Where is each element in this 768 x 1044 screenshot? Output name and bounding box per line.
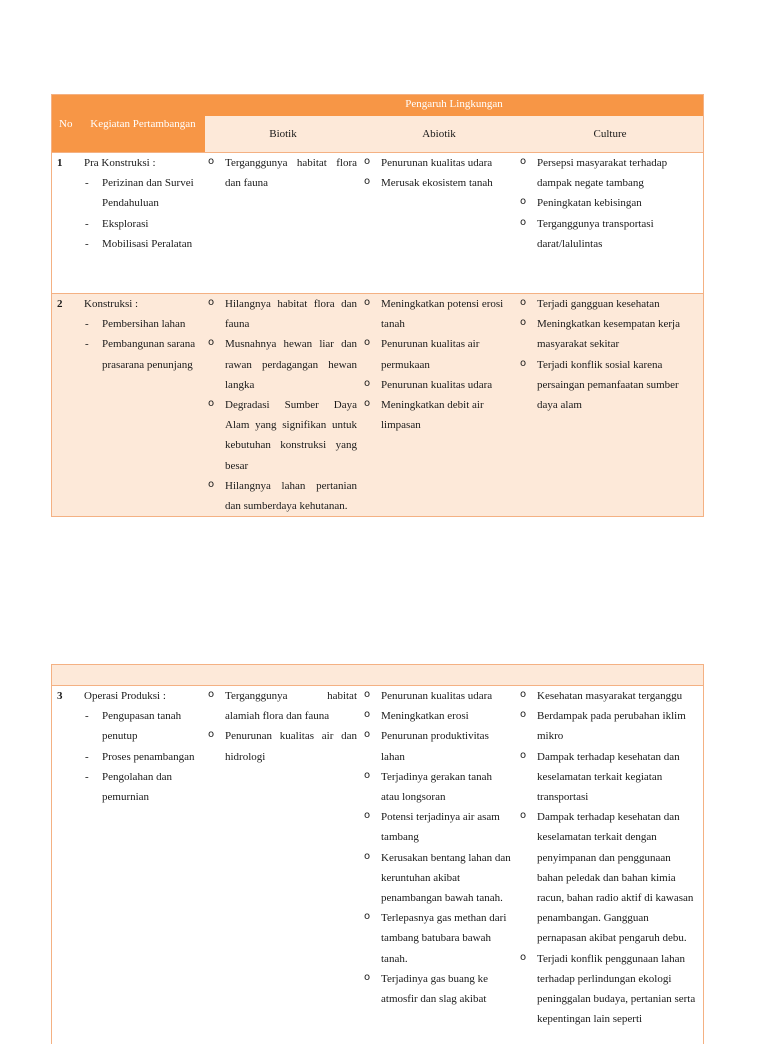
abiotik-item: o Kerusakan bentang lahan dan keruntuhan akibat penambangan bawah tanah. [361, 848, 513, 909]
table-row [52, 293, 703, 516]
biotik-item: o Penurunan kualitas air dan hidrologi [205, 726, 357, 766]
kegiatan-cell [81, 153, 205, 293]
abiotik-item: o Merusak ekosistem tanah [361, 173, 513, 193]
biotik-item: o Degradasi Sumber Daya Alam yang signifikan untuk kebutuhan konstruksi yang besar [205, 395, 357, 476]
culture-cell [517, 686, 703, 1029]
abiotik-item: o Terlepasnya gas methan dari tambang batubara bawah tanah. [361, 908, 513, 969]
culture-item: o Peningkatan kebisingan [517, 193, 699, 213]
kegiatan-cell [81, 294, 205, 516]
header-sub [205, 116, 703, 152]
biotik-cell [205, 686, 361, 1029]
culture-item: o Persepsi masyarakat terhadap dampak negate tambang [517, 153, 699, 193]
culture-item: o Terjadi konflik penggunaan lahan terhadap perlindungan ekologi peninggalan budaya, pertanian serta kepentingan lain seperti [517, 949, 699, 1030]
kegiatan-item: - Pembangunan sarana prasarana penunjang [84, 334, 201, 374]
table-row [52, 152, 703, 293]
header-pengaruh-group [205, 95, 703, 152]
kegiatan-item: - Pengolahan dan pemurnian [84, 767, 201, 807]
culture-item: o Dampak terhadap kesehatan dan keselamatan terkait kegiatan transportasi [517, 747, 699, 808]
table-row [52, 685, 703, 1029]
kegiatan-item: - Eksplorasi [84, 214, 201, 234]
biotik-item: o Terganggunya habitat alamiah flora dan fauna [205, 686, 357, 726]
header-kegiatan: Kegiatan Pertambangan [81, 95, 205, 152]
culture-item: o Kesehatan masyarakat terganggu [517, 686, 699, 706]
kegiatan-item: - Perizinan dan Survei Pendahuluan [84, 173, 201, 213]
abiotik-item: o Potensi terjadinya air asam tambang [361, 807, 513, 847]
row-number: 3 [57, 690, 63, 702]
header-abiotik: Abiotik [361, 116, 517, 152]
table-header [52, 95, 703, 152]
kegiatan-item: - Pembersihan lahan [84, 314, 201, 334]
header-pengaruh: Pengaruh Lingkungan [205, 95, 703, 116]
header-culture: Culture [517, 116, 703, 152]
biotik-cell [205, 294, 361, 516]
biotik-item: o Hilangnya lahan pertanian dan sumberdaya kehutanan. [205, 476, 357, 516]
abiotik-item: o Meningkatkan potensi erosi tanah [361, 294, 513, 334]
culture-cell [517, 153, 703, 293]
kegiatan-cell [81, 686, 205, 1029]
row-number: 1 [57, 157, 63, 169]
abiotik-item: o Penurunan produktivitas lahan [361, 726, 513, 766]
abiotik-cell [361, 294, 517, 516]
biotik-cell [205, 153, 361, 293]
biotik-item: o Musnahnya hewan liar dan rawan perdagangan hewan langka [205, 334, 357, 395]
culture-item: o Meningkatkan kesempatan kerja masyarakat sekitar [517, 314, 699, 354]
abiotik-cell [361, 686, 517, 1029]
abiotik-item: o Terjadinya gerakan tanah atau longsoran [361, 767, 513, 807]
culture-cell [517, 294, 703, 516]
kegiatan-title: Konstruksi : [84, 298, 139, 310]
kegiatan-item: - Proses penambangan [84, 747, 201, 767]
abiotik-cell [361, 153, 517, 293]
impact-table-1 [51, 94, 704, 517]
impact-table-2 [51, 664, 704, 1044]
abiotik-item: o Meningkatkan debit air limpasan [361, 395, 513, 435]
culture-item: o Terganggunya transportasi darat/lalulintas [517, 214, 699, 254]
header-biotik: Biotik [205, 116, 361, 152]
row-number: 2 [57, 298, 63, 310]
abiotik-item: o Meningkatkan erosi [361, 706, 513, 726]
abiotik-item: o Penurunan kualitas air permukaan [361, 334, 513, 374]
kegiatan-title: Operasi Produksi : [84, 690, 166, 702]
culture-item: o Terjadi konflik sosial karena persaingan pemanfaatan sumber daya alam [517, 355, 699, 416]
culture-item: o Dampak terhadap kesehatan dan keselamatan terkait dengan penyimpanan dan penggunaan bahan peledak dan bahan kimia racun, bahan radio aktif di kawasan penambangan. Gangguan pernapasan akibat pengaruh debu. [517, 807, 699, 948]
biotik-item: o Hilangnya habitat flora dan fauna [205, 294, 357, 334]
header-no: No [52, 95, 81, 152]
continuation-header [52, 665, 703, 685]
abiotik-item: o Terjadinya gas buang ke atmosfir dan slag akibat [361, 969, 513, 1009]
abiotik-item: o Penurunan kualitas udara [361, 686, 513, 706]
kegiatan-item: - Pengupasan tanah penutup [84, 706, 201, 746]
culture-item: o Terjadi gangguan kesehatan [517, 294, 699, 314]
biotik-item: o Terganggunya habitat flora dan fauna [205, 153, 357, 193]
abiotik-item: o Penurunan kualitas udara [361, 153, 513, 173]
culture-item: o Berdampak pada perubahan iklim mikro [517, 706, 699, 746]
abiotik-item: o Penurunan kualitas udara [361, 375, 513, 395]
kegiatan-title: Pra Konstruksi : [84, 157, 156, 169]
kegiatan-item: - Mobilisasi Peralatan [84, 234, 201, 254]
